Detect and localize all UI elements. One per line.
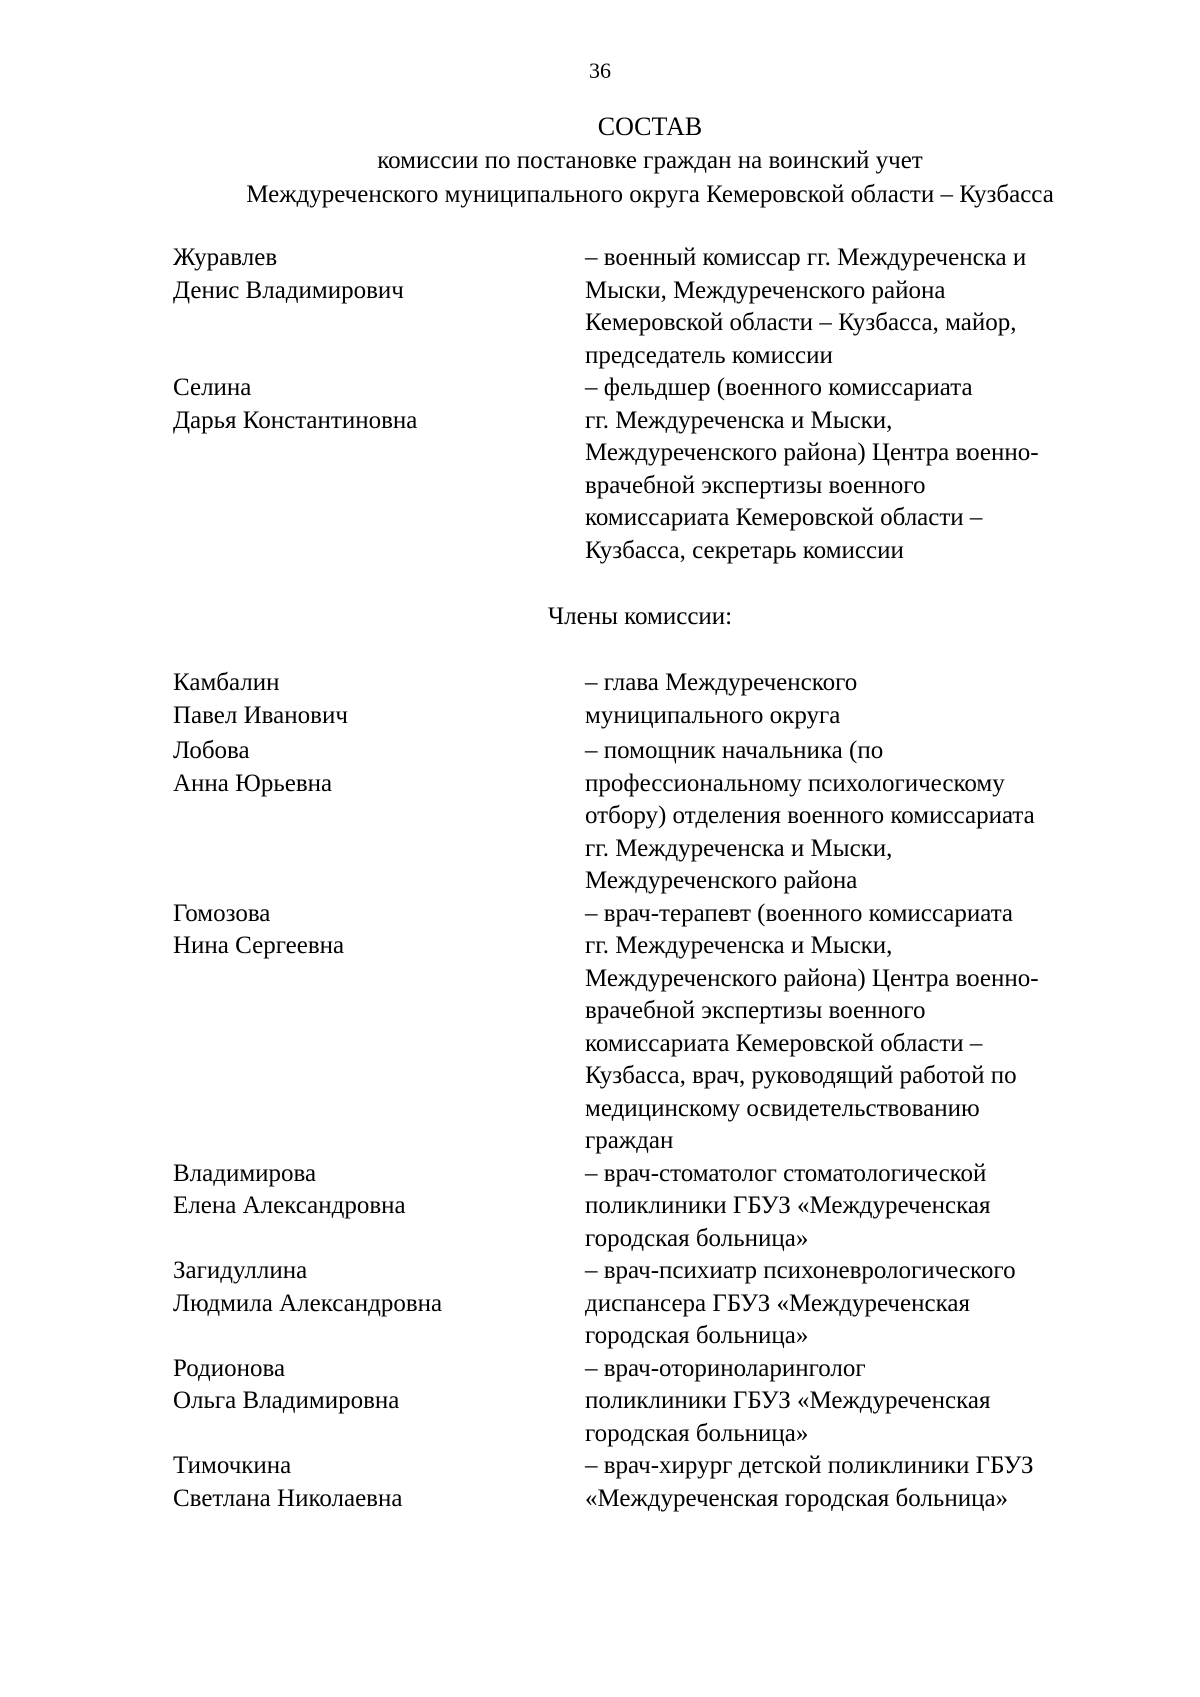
role-line: – врач-хирург детской поликлиники ГБУЗ [585,1452,1034,1479]
person-name [173,735,585,898]
role-line: отбору) отделения военного комиссариата [585,802,1035,829]
person-surname: Журавлев [173,244,278,271]
members-list [173,667,1133,1515]
leadership-row [173,372,1133,567]
role-line: «Междуреченская городская больница» [585,1484,1009,1512]
person-given-names: Павел Иванович [173,701,348,729]
heading-line-2: Междуреченского муниципального округа Кемеровской области – Кузбасса [246,181,1054,208]
role-line: врачебной экспертизы военного [585,997,926,1024]
member-row [173,898,1133,1158]
members-heading: Члены комиссии: [547,603,733,630]
role-line: Мыски, Междуреченского района [585,276,946,304]
role-line: профессиональному психологическому [585,769,1005,797]
role-line: – глава Междуреченского [585,669,858,696]
person-role [585,1158,1133,1256]
role-line: гг. Междуреченска и Мыски, [585,834,893,862]
person-surname: Селина [173,374,252,401]
role-line: диспансера ГБУЗ «Междуреченская [585,1289,970,1317]
person-name [173,667,585,732]
role-line: граждан [585,1127,674,1154]
role-line: городская больница» [585,1419,809,1447]
role-line: Кузбасса, секретарь комиссии [585,536,904,564]
person-name [173,242,585,372]
role-line: – помощник начальника (по [585,737,884,764]
role-line: – военный комиссар гг. Междуреченска и [585,244,1027,271]
role-line: Междуреченского района) Центра военно- [585,964,1039,992]
role-line: – врач-оториноларинголог [585,1354,866,1382]
page-number: 36 [589,58,611,83]
role-line: городская больница» [585,1224,809,1252]
role-line: медицинскому освидетельствованию [585,1094,980,1122]
person-role [585,372,1133,567]
member-row [173,1255,1133,1353]
role-line: комиссариата Кемеровской области – [585,1029,983,1057]
leadership-row [173,242,1133,372]
role-line: – врач-психиатр психоневрологического [585,1257,1016,1284]
person-surname: Лобова [173,737,250,764]
role-line: Междуреченского района [585,867,858,894]
role-line: комиссариата Кемеровской области – [585,504,983,531]
person-given-names: Анна Юрьевна [173,769,333,797]
person-surname: Гомозова [173,899,271,927]
role-line: гг. Междуреченска и Мыски, [585,932,893,959]
person-name [173,372,585,567]
person-given-names: Людмила Александровна [173,1289,443,1317]
person-given-names: Денис Владимирович [173,276,404,304]
heading-title: СОСТАВ [597,112,703,141]
person-given-names: Дарья Константиновна [173,406,418,434]
member-row [173,1353,1133,1451]
person-name [173,1353,585,1451]
role-line: Кемеровской области – Кузбасса, майор, [585,309,1017,336]
role-line: Кузбасса, врач, руководящий работой по [585,1062,1017,1089]
person-name [173,898,585,1158]
role-line: поликлиники ГБУЗ «Междуреченская [585,1387,991,1414]
role-line: гг. Междуреченска и Мыски, [585,406,893,434]
person-role [585,735,1133,898]
person-surname: Загидуллина [173,1257,308,1284]
role-line: муниципального округа [585,701,841,729]
role-line: Междуреченского района) Центра военно- [585,439,1039,466]
person-surname: Тимочкина [173,1452,292,1479]
member-row [173,1158,1133,1256]
person-given-names: Ольга Владимировна [173,1387,400,1414]
role-line: поликлиники ГБУЗ «Междуреченская [585,1192,991,1219]
role-line: – врач-стоматолог стоматологической [585,1159,987,1187]
heading-line-1: комиссии по постановке граждан на воинский учет [377,147,923,174]
person-surname: Камбалин [173,669,280,696]
person-role [585,1353,1133,1451]
person-role [585,242,1133,372]
role-line: – фельдшер (военного комиссариата [585,374,973,401]
document-heading [0,110,1200,212]
person-role [585,1255,1133,1353]
role-line: – врач-терапевт (военного комиссариата [585,899,1014,927]
member-row [173,1450,1133,1515]
person-role [585,898,1133,1158]
person-role [585,667,1133,732]
person-name [173,1255,585,1353]
person-role [585,1450,1133,1515]
role-line: председатель комиссии [585,341,833,369]
person-given-names: Елена Александровна [173,1192,406,1219]
person-name [173,1450,585,1515]
person-given-names: Светлана Николаевна [173,1484,403,1512]
member-row [173,735,1133,898]
person-surname: Родионова [173,1354,286,1382]
role-line: городская больница» [585,1322,809,1349]
person-surname: Владимирова [173,1159,317,1187]
member-row [173,667,1133,732]
person-given-names: Нина Сергеевна [173,932,345,959]
leadership-list [173,242,1133,567]
person-name [173,1158,585,1256]
role-line: врачебной экспертизы военного [585,471,926,499]
